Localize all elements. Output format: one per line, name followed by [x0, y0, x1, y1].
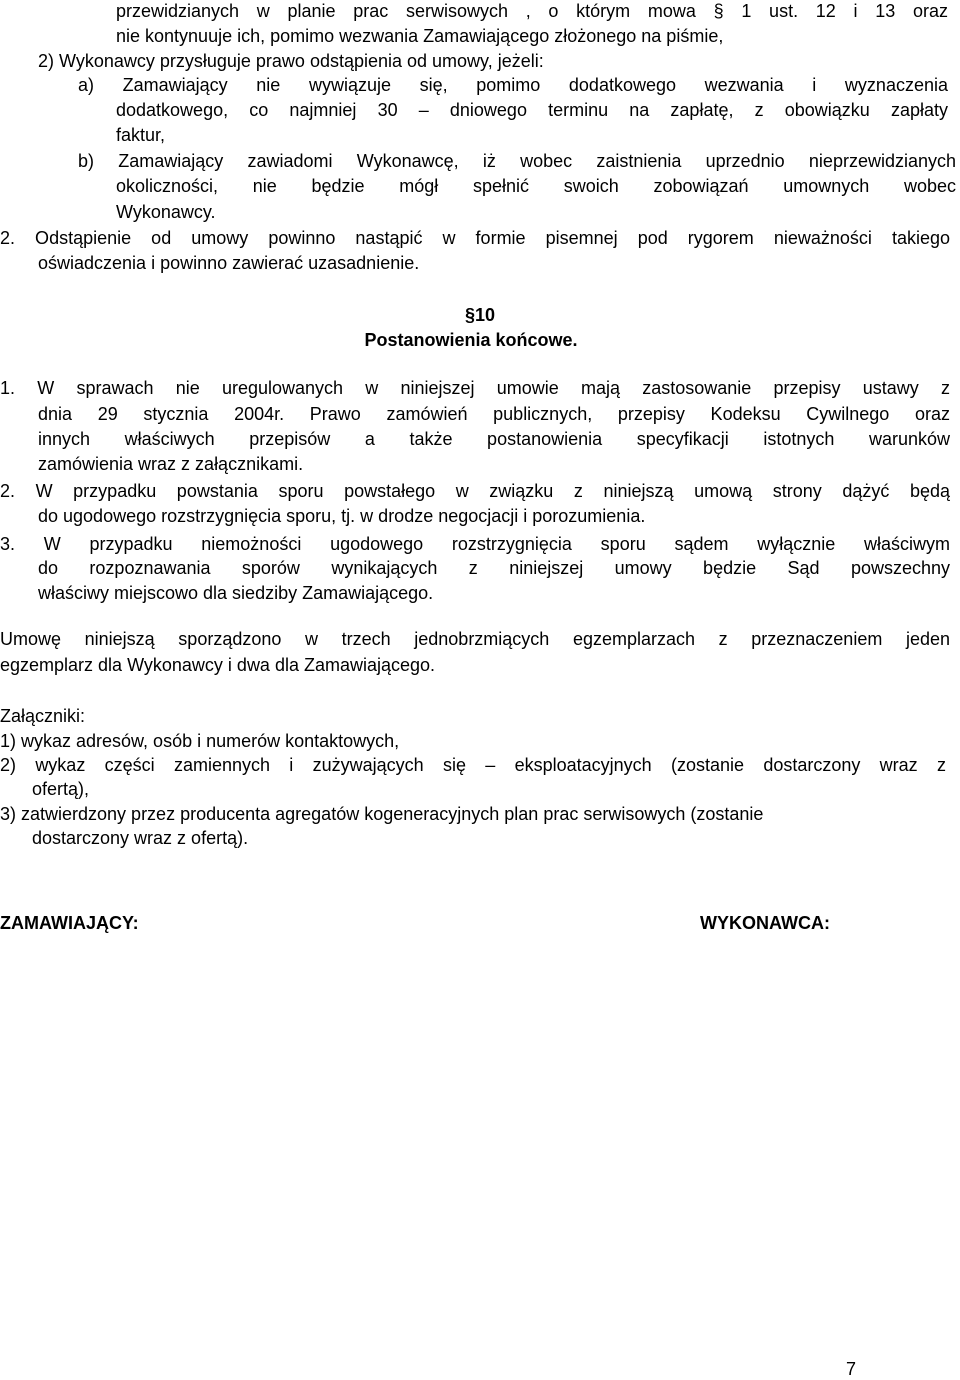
copies-paragraph-cont: egzemplarz dla Wykonawcy i dwa dla Zamawiającego.: [0, 655, 436, 675]
section-title: Postanowienia końcowe.: [364, 330, 578, 350]
final-point-3-cont: właściwy miejscowo dla siedziby Zamawiającego.: [38, 583, 434, 603]
signature-label-contractor: WYKONAWCA:: [700, 913, 830, 933]
continued-text-line: przewidzianych w planie prac serwisowych , o którym mowa § 1 ust. 12 i 13 oraz: [116, 1, 948, 21]
signature-label-client: ZAMAWIAJĄCY:: [0, 913, 139, 933]
attachments-heading: Załączniki:: [0, 706, 86, 726]
page-number: 7: [846, 1359, 857, 1379]
section-number: §10: [464, 305, 496, 325]
final-point-2: 2. W przypadku powstania sporu powstałego w związku z niniejszą umową strony dążyć będą: [0, 481, 950, 501]
attachment-item-2-cont: ofertą),: [32, 779, 90, 799]
final-point-1-cont: zamówienia wraz z załącznikami.: [38, 454, 304, 474]
sub-item-a: a) Zamawiający nie wywiązuje się, pomimo dodatkowego wezwania i wyznaczenia: [78, 75, 948, 95]
attachment-item-3: 3) zatwierdzony przez producenta agregatów kogeneracyjnych plan prac serwisowych (zostanie: [0, 804, 764, 824]
paragraph-point-2: 2. Odstąpienie od umowy powinno nastąpić w formie pisemnej pod rygorem nieważności takiego: [0, 228, 950, 248]
paragraph-point-2-cont: oświadczenia i powinno zawierać uzasadnienie.: [38, 253, 420, 273]
final-point-2-cont: do ugodowego rozstrzygnięcia sporu, tj. w drodze negocjacji i porozumienia.: [38, 506, 646, 526]
attachment-item-2: 2) wykaz części zamiennych i zużywających się – eksploatacyjnych (zostanie dostarczony wraz z: [0, 755, 946, 775]
continued-text-line: nie kontynuuje ich, pomimo wezwania Zamawiającego złożonego na piśmie,: [116, 26, 724, 46]
final-point-3: 3. W przypadku niemożności ugodowego rozstrzygnięcia sporu sądem wyłącznie właściwym: [0, 534, 950, 554]
sub-item-a-cont: dodatkowego, co najmniej 30 – dniowego terminu na zapłatę, z obowiązku zapłaty: [116, 100, 948, 120]
final-point-1-cont: innych właściwych przepisów a także postanowienia specyfikacji istotnych warunków: [38, 429, 950, 449]
final-point-1-cont: dnia 29 stycznia 2004r. Prawo zamówień publicznych, przepisy Kodeksu Cywilnego oraz: [38, 404, 950, 424]
attachment-item-1: 1) wykaz adresów, osób i numerów kontaktowych,: [0, 731, 400, 751]
sub-item-b-cont: Wykonawcy.: [116, 202, 216, 222]
sub-item-b: b) Zamawiający zawiadomi Wykonawcę, iż wobec zaistnienia uprzednio nieprzewidzianych: [78, 151, 956, 171]
final-point-1: 1. W sprawach nie uregulowanych w niniejszej umowie mają zastosowanie przepisy ustawy z: [0, 378, 950, 398]
attachment-item-3-cont: dostarczony wraz z ofertą).: [32, 828, 249, 848]
copies-paragraph: Umowę niniejszą sporządzono w trzech jednobrzmiących egzemplarzach z przeznaczeniem jeden: [0, 629, 950, 649]
sub-item-a-cont: faktur,: [116, 125, 166, 145]
final-point-3-cont: do rozpoznawania sporów wynikających z niniejszej umowy będzie Sąd powszechny: [38, 558, 950, 578]
list-item-label: 2) Wykonawcy przysługuje prawo odstąpienia od umowy, jeżeli:: [38, 51, 544, 71]
sub-item-b-cont: okoliczności, nie będzie mógł spełnić swoich zobowiązań umownych wobec: [116, 176, 956, 196]
